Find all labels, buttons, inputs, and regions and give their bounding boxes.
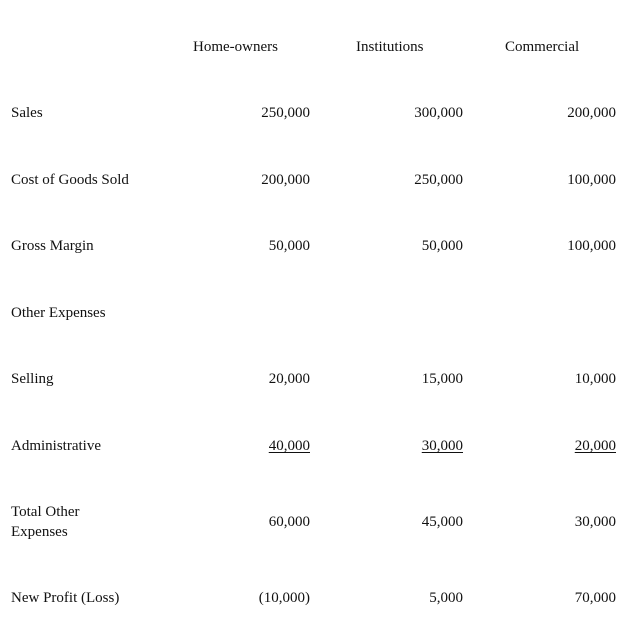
cogs-institutions: 250,000 [414,172,463,188]
row-label-sales: Sales [11,105,43,121]
row-label-net-profit: New Profit (Loss) [11,590,120,606]
sales-institutions: 300,000 [414,105,463,121]
gross-margin-commercial: 100,000 [567,238,616,254]
row-label-total-other-expenses: Total Other Expenses [11,504,80,540]
header-commercial: Commercial [505,39,580,55]
row-label-administrative: Administrative [11,438,101,454]
net-profit-home-owners: (10,000) [258,590,310,606]
cogs-home-owners: 200,000 [261,172,310,188]
selling-institutions: 15,000 [421,371,463,387]
total-other-expenses-home-owners: 60,000 [268,514,310,530]
row-label-cogs: Cost of Goods Sold [11,172,129,188]
sales-commercial: 200,000 [567,105,616,121]
row-label-other-expenses: Other Expenses [11,305,106,321]
gross-margin-home-owners: 50,000 [268,238,310,254]
administrative-home-owners [190,436,310,456]
header-home-owners: Home-owners [193,39,278,55]
administrative-commercial [496,436,616,456]
row-label-selling: Selling [11,371,54,387]
administrative-institutions [343,436,463,456]
administrative-home-owners-value: 40,000 [268,438,310,454]
gross-margin-institutions: 50,000 [421,238,463,254]
selling-commercial: 10,000 [574,371,616,387]
administrative-commercial-value: 20,000 [574,438,616,454]
total-other-expenses-institutions: 45,000 [421,514,463,530]
row-label-gross-margin: Gross Margin [11,238,94,254]
header-institutions: Institutions [356,39,424,55]
administrative-institutions-value: 30,000 [421,438,463,454]
total-other-expenses-commercial: 30,000 [574,514,616,530]
net-profit-institutions: 5,000 [429,590,463,606]
selling-home-owners: 20,000 [268,371,310,387]
sales-home-owners: 250,000 [261,105,310,121]
cogs-commercial: 100,000 [567,172,616,188]
net-profit-commercial: 70,000 [574,590,616,606]
